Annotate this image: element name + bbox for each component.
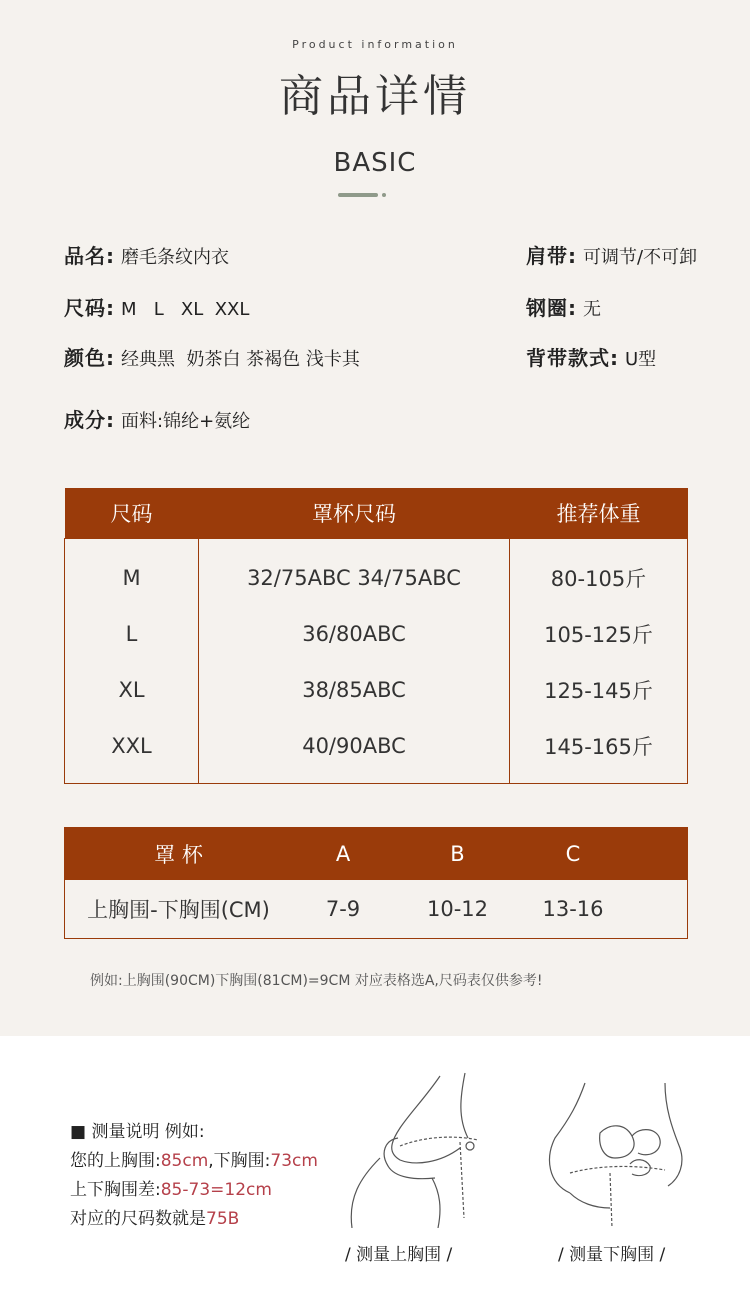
info-material-value: 面料:锦纶+氨纶 [121,411,251,432]
info-wire-value: 无 [583,299,601,320]
info-back-value: U型 [625,349,657,370]
cup-size-cell: 40/90ABC [199,718,510,784]
measure-result-size: 75B [206,1209,240,1229]
size-cell: M [65,539,199,607]
info-name [64,240,229,269]
under-bust-illustration [540,1078,690,1228]
cup-table-header [65,828,688,881]
measure-upper-value: 85cm [160,1151,209,1171]
subtitle: Product information [292,38,458,51]
size-header-size: 尺码 [65,488,199,539]
section-dot [382,193,386,197]
size-cell: XL [65,662,199,718]
cup-size-cell: 38/85ABC [199,662,510,718]
size-table [64,488,688,784]
cup-header-spacer [625,828,688,881]
info-strap [526,240,697,269]
info-name-value: 磨毛条纹内衣 [121,247,229,268]
cup-row-b: 10-12 [426,897,489,921]
upper-bust-illustration [340,1068,490,1228]
measure-line-3 [70,1205,239,1234]
measure-heading: ■ 测量说明 例如: [70,1122,205,1142]
info-strap-label: 肩带: [526,244,577,268]
section-underline [338,193,378,197]
cup-header-c: C [521,828,625,881]
section-title: BASIC [333,148,417,178]
measure-line-2-a: 上下胸围差: [70,1180,161,1200]
cup-header-label: 罩 杯 [65,828,293,881]
cup-row-spacer [625,880,688,939]
weight-cell: 125-145斤 [510,662,688,718]
measure-line-1-c: ,下胸围: [208,1151,271,1171]
cup-table-row [65,880,688,939]
info-back-label: 背带款式: [526,346,619,370]
cup-header-a: A [292,828,394,881]
info-color [64,342,360,371]
caption-upper-bust: / 测量上胸围 / [345,1245,453,1265]
info-size [64,292,249,321]
measure-line-1 [70,1147,318,1176]
info-strap-value: 可调节/不可卸 [583,247,698,268]
info-material-label: 成分: [64,408,115,432]
measure-line-3-a: 对应的尺码数就是 [70,1209,206,1229]
measure-line-2 [70,1176,272,1205]
caption-lower-bust: / 测量下胸围 / [558,1245,666,1265]
info-color-label: 颜色: [64,346,115,370]
size-cell: L [65,606,199,662]
size-header-weight: 推荐体重 [510,488,688,539]
weight-cell: 80-105斤 [510,539,688,607]
cup-header-b: B [394,828,521,881]
cup-size-cell: 32/75ABC 34/75ABC [199,539,510,607]
weight-cell: 145-165斤 [510,718,688,784]
cup-row-c: 13-16 [542,897,604,921]
size-table-header [65,488,688,539]
info-back [526,342,656,371]
cup-row-label: 上胸围-下胸围(CM) [87,898,270,922]
page-title: 商品详情 [279,71,471,122]
size-header-cup: 罩杯尺码 [199,488,510,539]
info-material [64,404,250,433]
weight-cell: 105-125斤 [510,606,688,662]
info-wire [526,292,601,321]
measure-difference: 85-73=12cm [160,1180,272,1200]
cup-row-a: 7-9 [325,897,361,921]
cup-size-cell: 36/80ABC [199,606,510,662]
size-cell: XXL [65,718,199,784]
cup-table [64,827,688,939]
info-size-value: M L XL XXL [121,299,250,320]
info-name-label: 品名: [64,244,115,268]
info-wire-label: 钢圈: [526,296,577,320]
measure-line-1-a: 您的上胸围: [70,1151,161,1171]
info-size-label: 尺码: [64,296,115,320]
measure-lower-value: 73cm [270,1151,318,1171]
info-color-value: 经典黑 奶茶白 茶褐色 浅卡其 [121,349,360,370]
size-note: 例如:上胸围(90CM)下胸围(81CM)=9CM 对应表格选A,尺码表仅供参考! [90,973,543,989]
